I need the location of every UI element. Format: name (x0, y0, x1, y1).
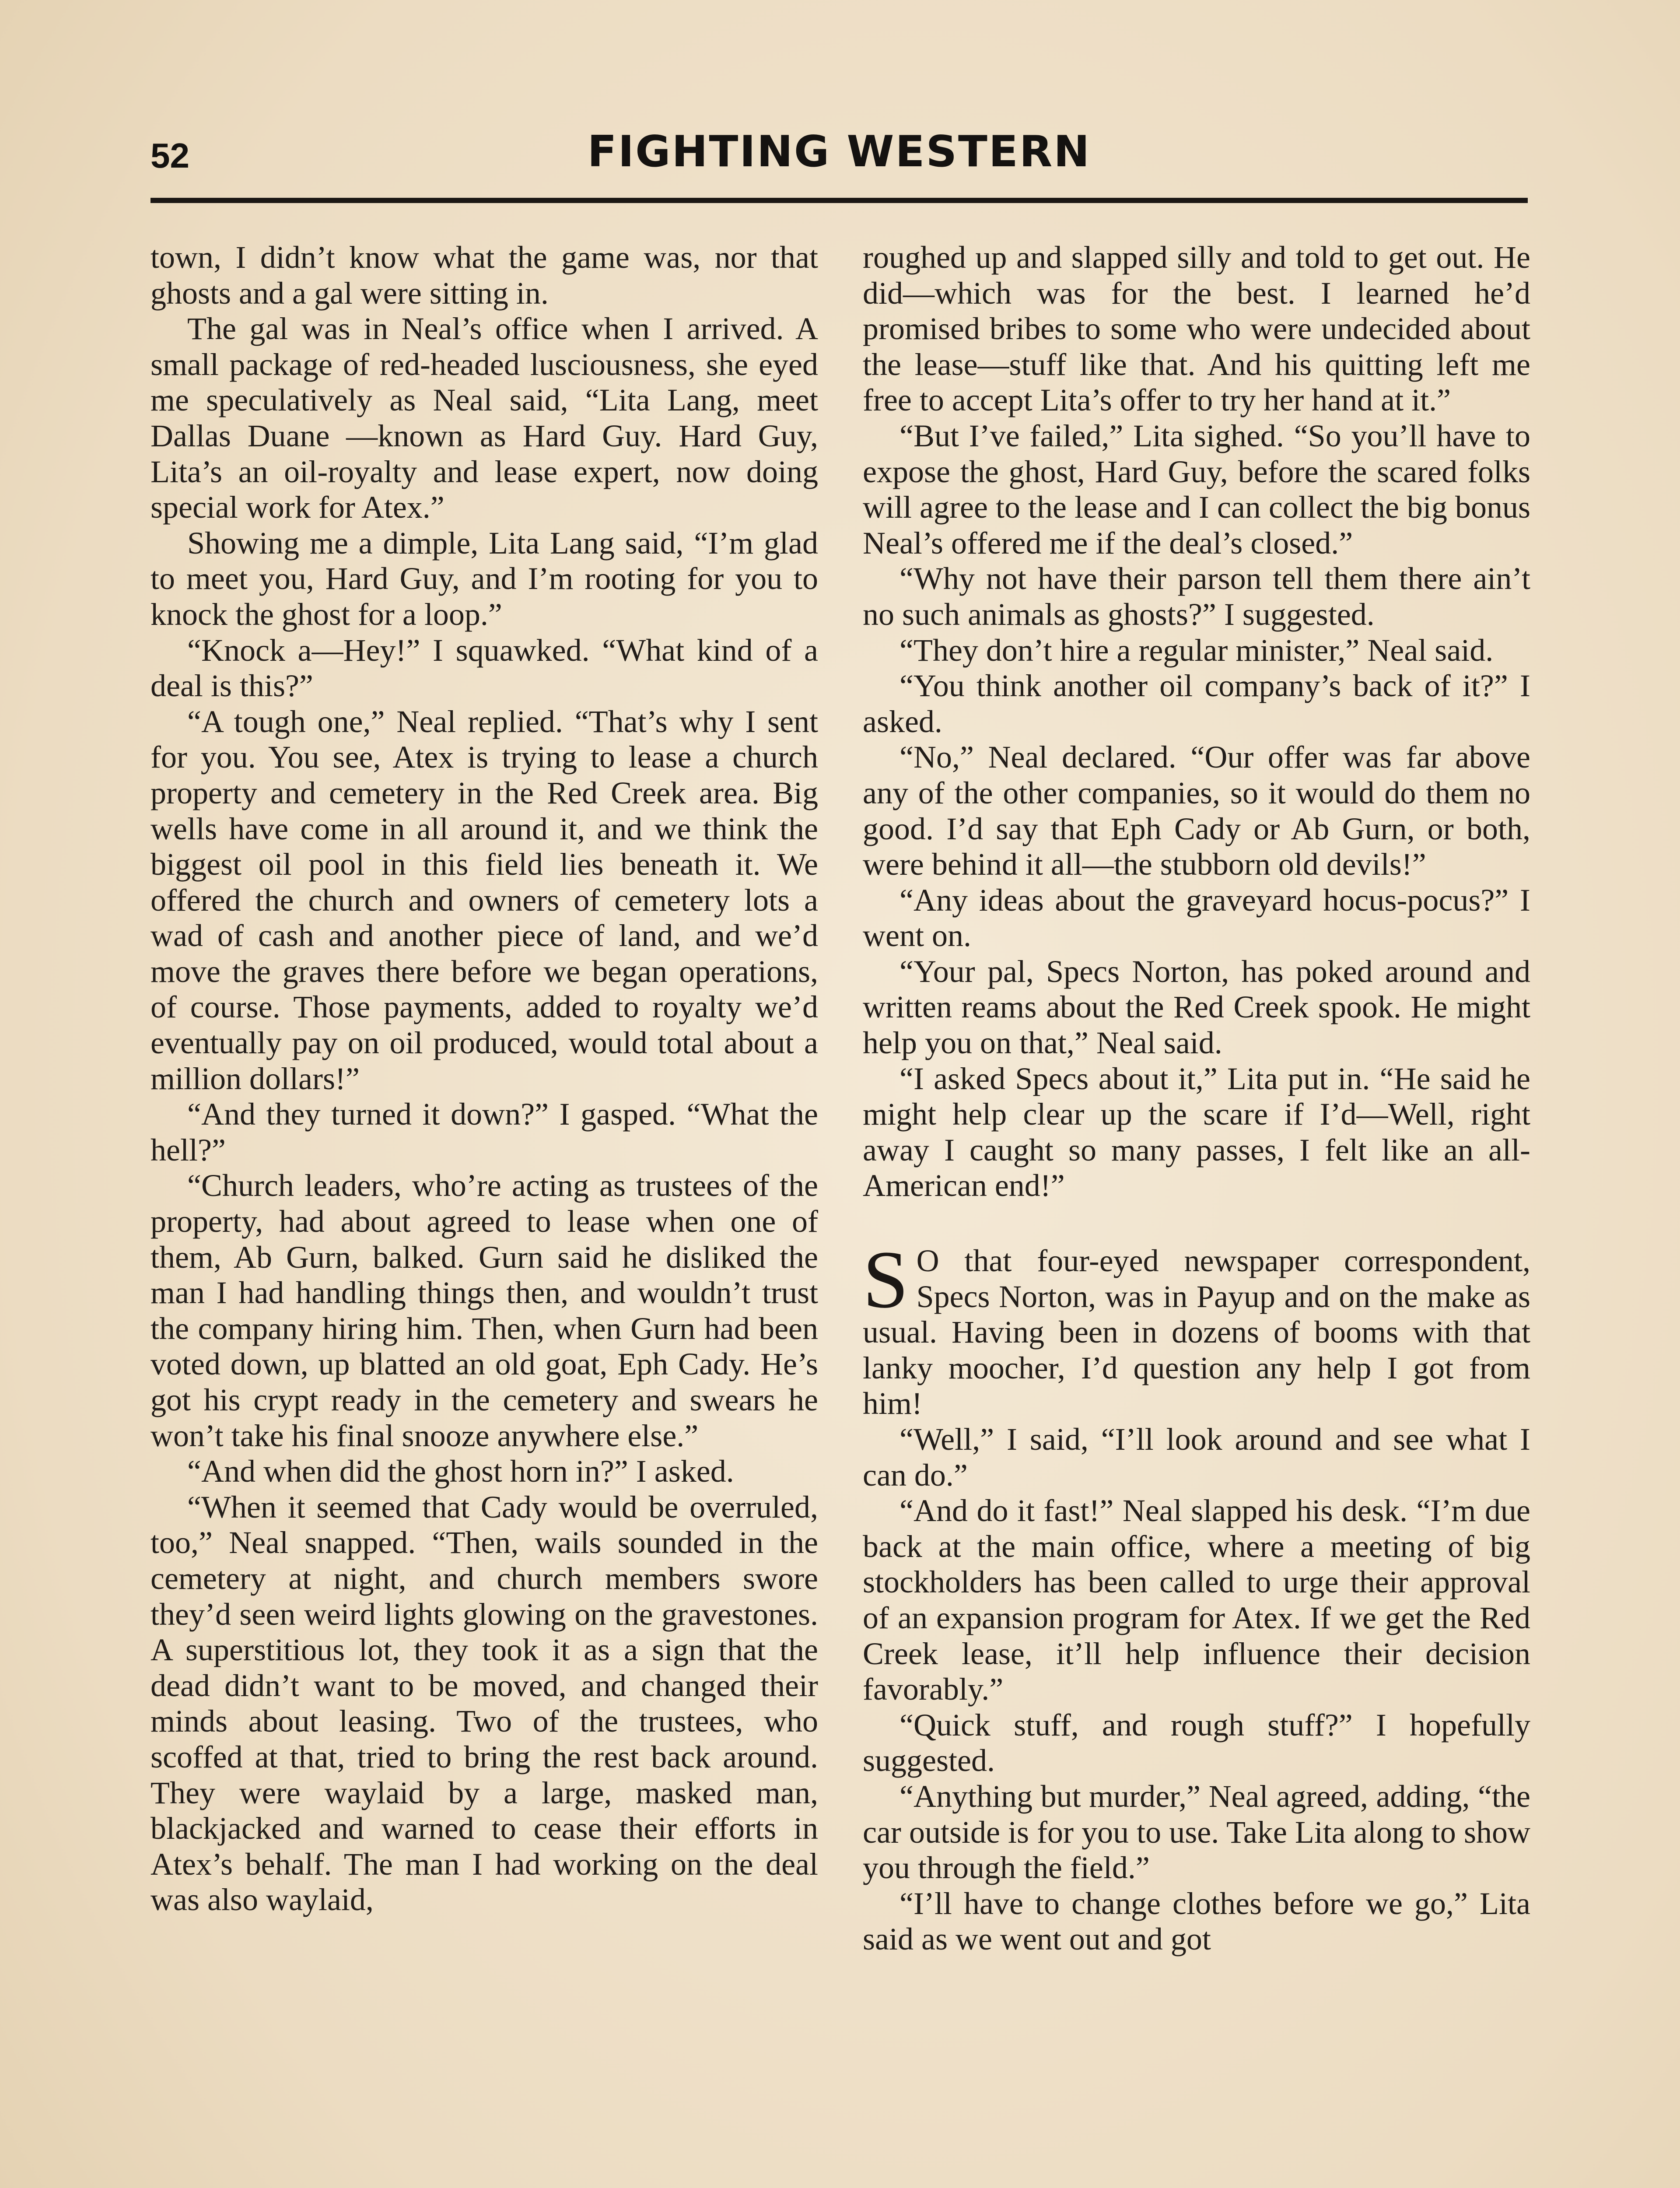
page-number: 52 (150, 136, 189, 175)
section-opening-paragraph (863, 1234, 1530, 1422)
paragraph: “No,” Neal declared. “Our offer was far above any of the other companies, so it would do them no good. I’d say that Eph Cady or Ab Gurn, or both, were behind it all—the stubborn old devils!” (863, 740, 1530, 882)
paragraph: “Quick stuff, and rough stuff?” I hopefully suggested. (863, 1707, 1530, 1778)
paragraph: “When it seemed that Cady would be overruled, too,” Neal snapped. “Then, wails sounded in the cemetery at night, and church members swore they’d seen weird lights glowing on the gravestones. A superstitious lot, they took it as a sign that the dead didn’t want to be moved, and changed their minds about leasing. Two of the trustees, who scoffed at that, tried to bring the rest back around. They were waylaid by a large, masked man, blackjacked and warned to cease their efforts in Atex’s behalf. The man I had working on the deal was also waylaid, (150, 1489, 818, 1918)
running-title: FIGHTING WESTERN (587, 127, 1091, 177)
paragraph: “And when did the ghost horn in?” I asked. (187, 1454, 734, 1489)
paragraph: “A tough one,” Neal replied. “That’s why I sent for you. You see, Atex is trying to lease a church property and cemetery in the Red Creek area. Big wells have come in all around it, and we think the biggest oil pool in this field lies beneath it. We offered the church and owners of cemetery lots a wad of cash and another piece of land, and we’d move the graves there before we began operations, of course. Those payments, added to royalty we’d eventually pay on oil produced, would total about a million dollars!” (150, 704, 818, 1096)
paragraph: “Any ideas about the graveyard hocus-pocus?” I went on. (863, 882, 1530, 954)
section-opening-text: O that four-eyed newspaper correspondent, Specs Norton, was in Payup and on the make as usual. Having been in dozens of booms with that lanky moocher, I’d question any help I got from him! (863, 1243, 1530, 1421)
paragraph: “Church leaders, who’re acting as trustees of the property, had about agreed to lease when one of them, Ab Gurn, balked. Gurn said he disliked the man I had handling things then, and wouldn’t trust the company hiring him. Then, when Gurn had been voted down, up blatted an old goat, Eph Cady. He’s got his crypt ready in the cemetery and swears he won’t take his final snooze anywhere else.” (150, 1168, 818, 1453)
paragraph: “I’ll have to change clothes before we go,” Lita said as we went out and got (863, 1886, 1530, 1957)
paragraph: “But I’ve failed,” Lita sighed. “So you’ll have to expose the ghost, Hard Guy, before the scared folks will agree to the lease and I can collect the big bonus Neal’s offered me if the deal’s closed.” (863, 418, 1530, 561)
left-column (150, 240, 818, 1918)
paragraph: “You think another oil company’s back of it?” I asked. (863, 668, 1530, 739)
paragraph: “I asked Specs about it,” Lita put in. “He said he might help clear up the scare if I’d—Well, right away I caught so many passes, I felt like an all-American end!” (863, 1061, 1530, 1203)
paragraph: “Anything but murder,” Neal agreed, adding, “the car outside is for you to use. Take Lita along to show you through the field.” (863, 1778, 1530, 1886)
paragraph: “Why not have their parson tell them there ain’t no such animals as ghosts?” I suggested. (863, 561, 1530, 632)
paragraph: “And do it fast!” Neal slapped his desk. “I’m due back at the main office, where a meeting of big stockholders has been called to urge their approval of an expansion program for Atex. If we get the Red Creek lease, it’ll help influence their decision favorably.” (863, 1493, 1530, 1707)
paragraph: Showing me a dimple, Lita Lang said, “I’m glad to meet you, Hard Guy, and I’m rooting for you to knock the ghost for a loop.” (150, 525, 818, 632)
paragraph: “They don’t hire a regular minister,” Neal said. (900, 632, 1494, 668)
header-rule (150, 198, 1528, 203)
paragraph: roughed up and slapped silly and told to get out. He did—which was for the best. I learned he’d promised bribes to some who were undecided about the lease—stuff like that. And his quitting left me free to accept Lita’s offer to try her hand at it.” (863, 240, 1530, 418)
drop-cap: S (863, 1234, 909, 1325)
right-column (863, 240, 1530, 1957)
page-header (150, 127, 1528, 193)
paragraph: “Well,” I said, “I’ll look around and see what I can do.” (863, 1422, 1530, 1493)
paragraph: town, I didn’t know what the game was, nor that ghosts and a gal were sitting in. (150, 240, 818, 311)
paragraph: “And they turned it down?” I gasped. “What the hell?” (150, 1097, 818, 1168)
paragraph: The gal was in Neal’s office when I arrived. A small package of red-headed lusciousness, she eyed me speculatively as Neal said, “Lita Lang, meet Dallas Duane —known as Hard Guy. Hard Guy, Lita’s an oil-royalty and lease expert, now doing special work for Atex.” (150, 311, 818, 525)
paragraph: “Your pal, Specs Norton, has poked around and written reams about the Red Creek spook. He might help you on that,” Neal said. (863, 954, 1530, 1061)
paragraph: “Knock a—Hey!” I squawked. “What kind of a deal is this?” (150, 632, 818, 704)
